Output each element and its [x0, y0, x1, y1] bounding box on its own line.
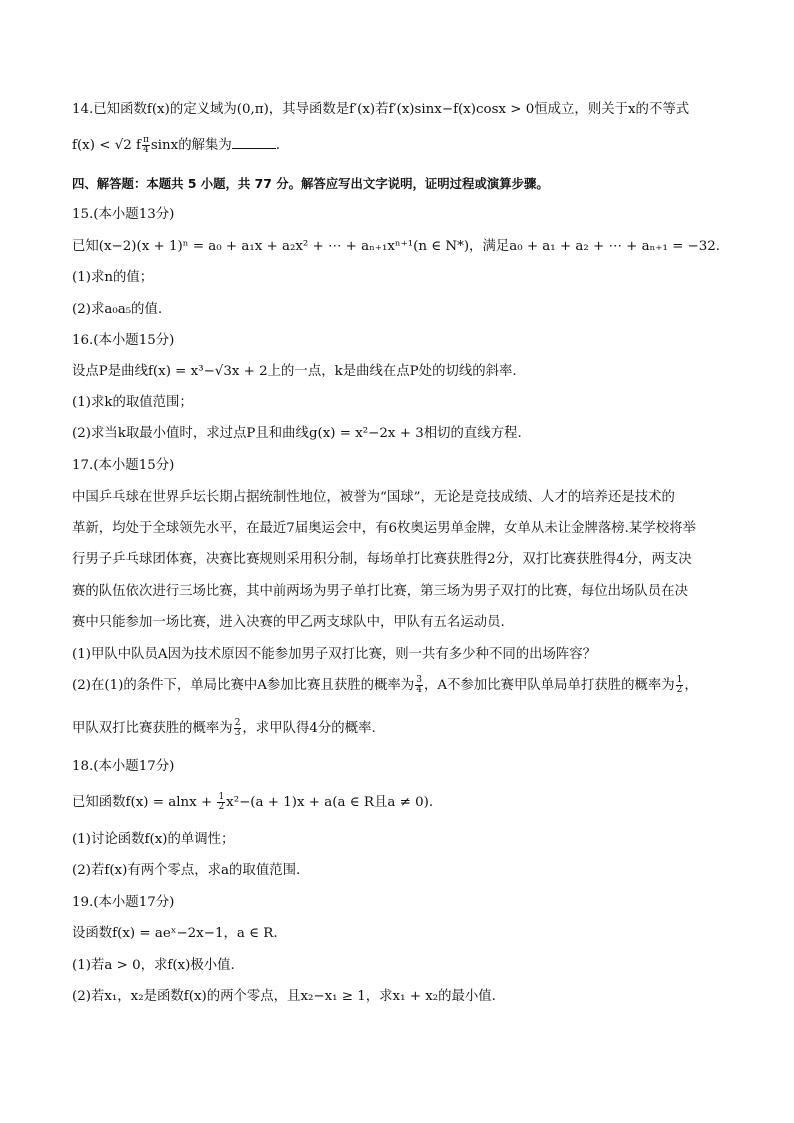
q17-line4: 赛的队伍依次进行三场比赛，其中前两场为男子单打比赛，第三场为男子双打的比赛，每位出场队员在决: [72, 584, 688, 599]
q15-stem: 已知(x−2)(x + 1)ⁿ = a₀ + a₁x + a₂x² + ⋯ + aₙ₊₁xⁿ⁺¹(n ∈ N*)，满足a₀ + a₁ + a₂ + ⋯ + aₙ₊₁ = −32.: [72, 239, 721, 254]
q14-line2: [72, 136, 280, 156]
q17-head: 17.(本小题15分): [72, 458, 175, 473]
q19-stem: 设函数f(x) = aeˣ−2x−1，a ∈ R.: [72, 926, 278, 941]
q17-part3-a: 甲队双打比赛获胜的概率为: [72, 721, 233, 736]
q18-stem-b: x²−(a + 1)x + a(a ∈ R且a ≠ 0).: [226, 795, 434, 810]
q17-part2: [72, 676, 698, 696]
q17-frac2-num: 1: [676, 675, 683, 685]
q15-part1: (1)求n的值；: [72, 270, 154, 285]
q14-frac-num: π: [142, 135, 149, 145]
q17-part2-b: ，A不参加比赛甲队单局单打获胜的概率为: [423, 678, 675, 693]
q18-stem-a: 已知函数f(x) = alnx +: [72, 795, 217, 810]
q18-stem: [72, 793, 433, 813]
q18-part1: (1)讨论函数f(x)的单调性；: [72, 832, 235, 847]
q17-frac-3: [234, 719, 242, 738]
q14-line2-end: .: [275, 138, 281, 153]
q18-frac-num: 1: [218, 792, 225, 802]
q17-line1: 中国乒乓球在世界乒坛长期占据统制性地位，被誉为“国球”，无论是竞技成绩、人才的培养还是技术的: [72, 490, 675, 505]
section-title: 四、解答题：本题共 5 小题，共 77 分。解答应写出文字说明，证明过程或演算步骤。: [72, 176, 549, 191]
q17-part3-b: ，求甲队得4分的概率.: [242, 721, 376, 736]
q17-part2-a: (2)在(1)的条件下，单局比赛中A参加比赛且获胜的概率为: [72, 678, 415, 693]
q17-frac1-den: 4: [416, 685, 422, 695]
q18-fraction: [217, 793, 225, 812]
q15-part2: (2)求a₀a₅的值.: [72, 302, 163, 317]
q19-part1: (1)若a > 0，求f(x)极小值.: [72, 958, 235, 973]
q16-part2: (2)求当k取最小值时，求过点P且和曲线g(x) = x²−2x + 3相切的直线方程.: [72, 426, 522, 441]
q17-frac2-den: 2: [676, 685, 683, 695]
q17-part2-cont: [72, 719, 376, 739]
q17-frac1-num: 3: [416, 675, 422, 685]
q16-head: 16.(本小题15分): [72, 333, 175, 348]
q14-line2-a: f(x) < √2 f: [72, 138, 141, 153]
q14-answer-blank: [232, 136, 276, 149]
q14-fraction: [142, 136, 150, 155]
q16-stem: 设点P是曲线f(x) = x³−√3x + 2上的一点，k是曲线在点P处的切线的斜率.: [72, 364, 517, 379]
q19-head: 19.(本小题17分): [72, 895, 175, 910]
q19-part2: (2)若x₁，x₂是函数f(x)的两个零点，且x₂−x₁ ≥ 1，求x₁ + x₂的最小值.: [72, 989, 496, 1004]
q17-frac-1: [415, 676, 423, 695]
q14-frac-den: 4: [143, 145, 149, 155]
q18-frac-den: 2: [218, 802, 225, 812]
q14-line2-b: sinx的解集为: [150, 138, 232, 153]
q17-frac3-den: 3: [234, 728, 241, 738]
q17-frac-2: [676, 676, 684, 695]
q17-part2-c: ，: [684, 678, 698, 693]
q15-head: 15.(本小题13分): [72, 207, 175, 222]
q17-frac3-num: 2: [234, 718, 241, 728]
q17-part1: (1)甲队中队员A因为技术原因不能参加男子双打比赛，则一共有多少种不同的出场阵容？: [72, 647, 597, 662]
q18-head: 18.(本小题17分): [72, 759, 175, 774]
q18-part2: (2)若f(x)有两个零点，求a的取值范围.: [72, 863, 301, 878]
q14-line1: 14.已知函数f(x)的定义域为(0,π)，其导函数是f′(x)若f′(x)sinx−f(x)cosx > 0恒成立，则关于x的不等式: [72, 102, 690, 117]
q17-line2: 革新，均处于全球领先水平，在最近7届奥运会中，有6枚奥运男单金牌，女单从未让金牌落榜.某学校将举: [72, 521, 696, 536]
q16-part1: (1)求k的取值范围；: [72, 395, 193, 410]
q17-line5: 赛中只能参加一场比赛，进入决赛的甲乙两支球队中，甲队有五名运动员.: [72, 615, 505, 630]
q17-line3: 行男子乒乓球团体赛，决赛比赛规则采用积分制，每场单打比赛获胜得2分，双打比赛获胜得4分，两支决: [72, 552, 692, 567]
